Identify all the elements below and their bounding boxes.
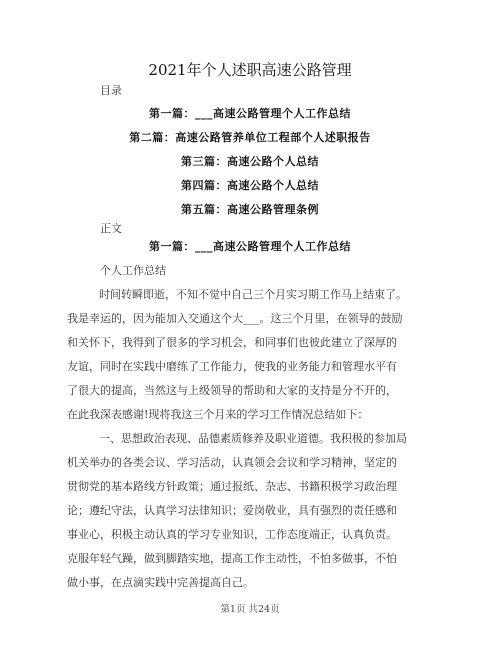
toc-item-5[interactable]: 第五篇：高速公路管理条例 (181, 203, 319, 216)
paragraph-line: 友谊，同时在实践中磨练了工作能力，使我的业务能力和管理水平有 (67, 360, 397, 373)
paragraph-line: 和关怀下，我得到了很多的学习机会，和同事们也彼此建立了深厚的 (67, 336, 397, 349)
paragraph-line: 机关举办的各类会议、学习活动，认真领会会议和学习精神，坚定的 (67, 456, 397, 469)
toc-label: 目录 (100, 84, 122, 97)
paragraph-line: 我是幸运的，因为能加入交通这个大___。这三个月里，在领导的鼓励 (67, 312, 403, 325)
paragraph-line: 时间转瞬即逝，不知不觉中自己三个月实习期工作马上结束了。 (99, 288, 407, 301)
page-footer: 第1页 共24页 (220, 604, 280, 615)
document-title: 2021年个人述职高速公路管理 (148, 61, 352, 79)
toc-item-1[interactable]: 第一篇：___高速公路管理个人工作总结 (149, 107, 351, 120)
toc-item-3[interactable]: 第三篇：高速公路个人总结 (181, 155, 319, 168)
paragraph-line: 在此我深表感谢!现将我这三个月来的学习工作情况总结如下： (67, 408, 369, 421)
paragraph-line: 做小事，在点滴实践中完善提高自己。 (67, 576, 254, 589)
paragraph-line: 贯彻党的基本路线方针政策；通过报纸、杂志、书籍积极学习政治理 (67, 480, 397, 493)
body-label: 正文 (100, 222, 122, 235)
paragraph-line: 事业心，积极主动认真的学习专业知识，工作态度端正，认真负责。 (67, 528, 397, 541)
paragraph-line: 克服年轻气躁，做到脚踏实地，提高工作主动性，不怕多做事，不怕 (67, 552, 397, 565)
section-heading: 第一篇：___高速公路管理个人工作总结 (149, 240, 351, 253)
toc-item-2[interactable]: 第二篇：高速公路管养单位工程部个人述职报告 (129, 131, 371, 144)
toc-item-4[interactable]: 第四篇：高速公路个人总结 (181, 179, 319, 192)
paragraph-line: 了很大的提高，当然这与上级领导的帮助和大家的支持是分不开的， (67, 384, 397, 397)
paragraph-line: 一、思想政治表现、品德素质修养及职业道德。我积极的参加局 (99, 432, 407, 445)
paragraph-line: 论；遵纪守法，认真学习法律知识；爱岗敬业，具有强烈的责任感和 (67, 504, 397, 517)
subheading: 个人工作总结 (100, 264, 166, 277)
